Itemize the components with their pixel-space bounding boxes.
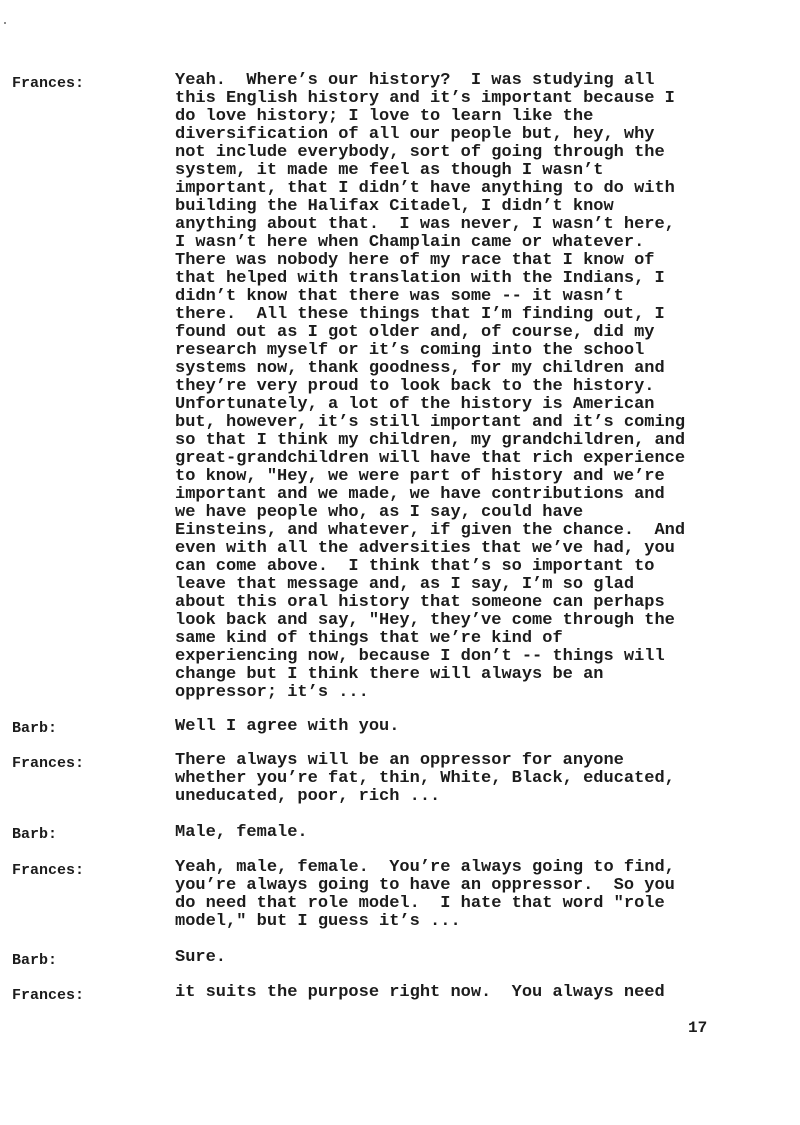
speech-line: but, however, it’s still important and it’s coming (175, 413, 686, 432)
speaker-label: Frances: (12, 862, 85, 879)
scan-speck (4, 22, 6, 24)
speech-line: so that I think my children, my grandchildren, and (175, 431, 686, 450)
speech-line: systems now, thank goodness, for my children and (175, 359, 665, 378)
speech-block (175, 984, 735, 1002)
speech-line: great-grandchildren will have that rich experience (175, 449, 686, 468)
speech-line: leave that message and, as I say, I’m so glad (175, 575, 635, 594)
speech-line: important, that I didn’t have anything to do with (175, 179, 675, 198)
speech-line: experiencing now, because I don’t -- things will (175, 647, 665, 666)
speaker-label: Barb: (12, 720, 58, 737)
speech-line: change but I think there will always be an (175, 665, 604, 684)
speech-line: Sure. (175, 948, 227, 967)
speech-line: found out as I got older and, of course, did my (175, 323, 655, 342)
speech-line: oppressor; it’s ... (175, 683, 369, 702)
speech-line: look back and say, "Hey, they’ve come through the (175, 611, 675, 630)
speech-line: uneducated, poor, rich ... (175, 787, 441, 806)
speaker-label: Frances: (12, 755, 85, 772)
speech-line: Unfortunately, a lot of the history is American (175, 395, 655, 414)
speech-line: didn’t know that there was some -- it wasn’t (175, 287, 624, 306)
speech-line: we have people who, as I say, could have (175, 503, 584, 522)
speaker-label: Frances: (12, 987, 85, 1004)
speaker-label: Barb: (12, 826, 58, 843)
speech-line: do love history; I love to learn like the (175, 107, 594, 126)
speech-line: diversification of all our people but, hey, why (175, 125, 655, 144)
speech-line: whether you’re fat, thin, White, Black, educated, (175, 769, 675, 788)
speech-block (175, 949, 735, 967)
speech-line: same kind of things that we’re kind of (175, 629, 563, 648)
speech-line: I wasn’t here when Champlain came or whatever. (175, 233, 645, 252)
speech-line: There was nobody here of my race that I know of (175, 251, 655, 270)
speech-line: they’re very proud to look back to the history. (175, 377, 655, 396)
speech-block (175, 718, 735, 736)
speech-line: Einsteins, and whatever, if given the chance. And (175, 521, 686, 540)
speech-line: that helped with translation with the Indians, I (175, 269, 665, 288)
speech-line: this English history and it’s important because I (175, 89, 675, 108)
speech-line: Yeah, male, female. You’re always going to find, (175, 858, 675, 877)
speech-line: can come above. I think that’s so important to (175, 557, 655, 576)
speech-line: it suits the purpose right now. You always need (175, 983, 665, 1002)
speech-line: model," but I guess it’s ... (175, 912, 461, 931)
speaker-label: Barb: (12, 952, 58, 969)
speech-line: system, it made me feel as though I wasn’t (175, 161, 604, 180)
page-number: 17 (688, 1019, 708, 1037)
speech-line: about this oral history that someone can perhaps (175, 593, 665, 612)
speech-line: to know, "Hey, we were part of history and we’re (175, 467, 665, 486)
speech-line: even with all the adversities that we’ve had, you (175, 539, 675, 558)
speech-line: not include everybody, sort of going through the (175, 143, 665, 162)
speech-line: you’re always going to have an oppressor. So you (175, 876, 675, 895)
speech-line: Yeah. Where’s our history? I was studying all (175, 71, 655, 90)
speech-block (175, 824, 735, 842)
speech-line: Well I agree with you. (175, 717, 400, 736)
speech-block (175, 859, 735, 931)
speech-line: do need that role model. I hate that word "role (175, 894, 665, 913)
speech-line: there. All these things that I’m finding out, I (175, 305, 665, 324)
speech-line: building the Halifax Citadel, I didn’t know (175, 197, 614, 216)
speech-block (175, 752, 735, 806)
speaker-label: Frances: (12, 75, 85, 92)
speech-block (175, 72, 735, 702)
speech-line: important and we made, we have contributions and (175, 485, 665, 504)
speech-line: anything about that. I was never, I wasn’t here, (175, 215, 675, 234)
speech-line: There always will be an oppressor for anyone (175, 751, 624, 770)
speech-line: research myself or it’s coming into the school (175, 341, 645, 360)
speech-line: Male, female. (175, 823, 308, 842)
